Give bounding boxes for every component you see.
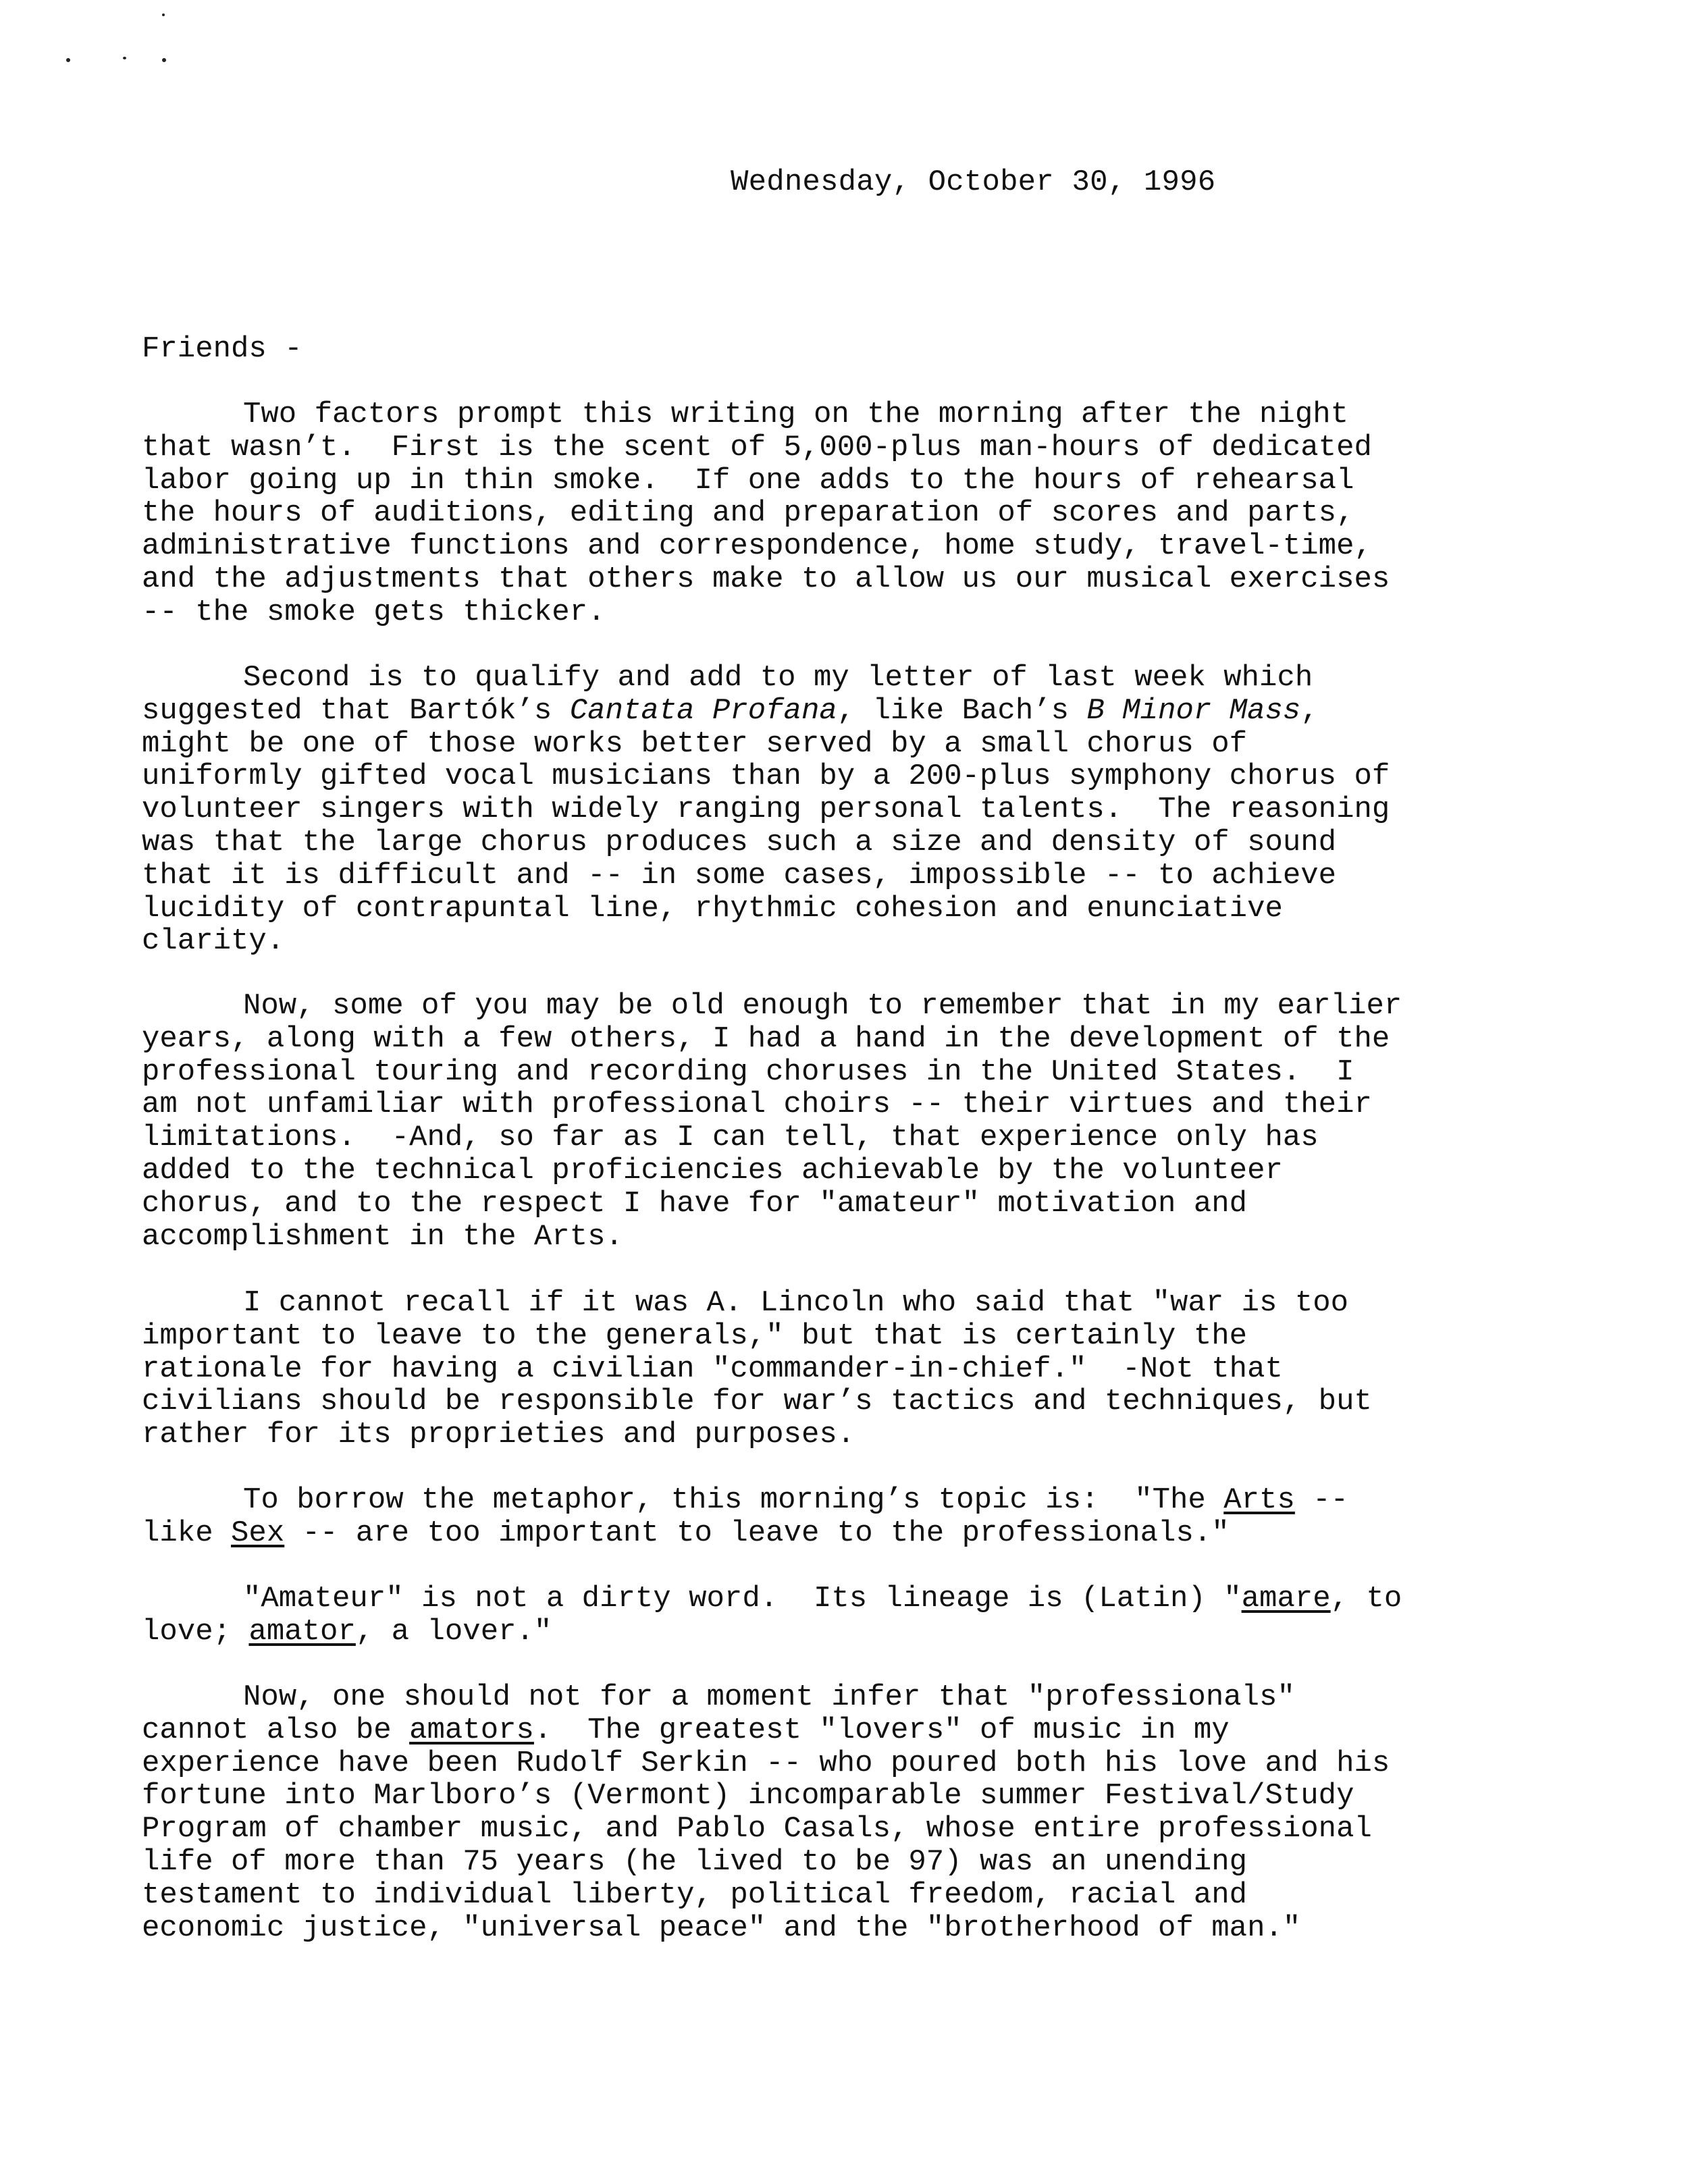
text-line: Now, one should not for a moment infer that "professionals" xyxy=(243,1680,1295,1714)
text-line: clarity. xyxy=(142,924,285,959)
scan-speck xyxy=(66,58,70,62)
text-line: that it is difficult and -- in some cases, impossible -- to achieve xyxy=(142,858,1337,893)
text-line: labor going up in thin smoke. If one adds to the hours of rehearsal xyxy=(142,463,1354,498)
paragraph-4 xyxy=(142,1287,1560,1451)
text-line: testament to individual liberty, political freedom, racial and xyxy=(142,1877,1248,1912)
text-line: added to the technical proficiencies achievable by the volunteer xyxy=(142,1153,1283,1188)
text-line: and the adjustments that others make to allow us our musical exercises xyxy=(142,562,1390,596)
text-line: like Sex -- are too important to leave to the professionals." xyxy=(142,1516,1230,1550)
text-line: years, along with a few others, I had a hand in the development of the xyxy=(142,1021,1390,1056)
text-line: lucidity of contrapuntal line, rhythmic cohesion and enunciative xyxy=(142,891,1283,926)
paragraph-2 xyxy=(142,662,1560,958)
text-line: Two factors prompt this writing on the morning after the night xyxy=(243,398,1349,431)
text-line: -- the smoke gets thicker. xyxy=(142,595,606,629)
text-line: Second is to qualify and add to my letter of last week which xyxy=(243,661,1313,695)
text-line: Program of chamber music, and Pablo Casals, whose entire professional xyxy=(142,1812,1372,1846)
salutation: Friends - xyxy=(142,332,302,366)
text-line: suggested that Bartók’s Cantata Profana, like Bach’s B Minor Mass, xyxy=(142,693,1319,728)
text-line: life of more than 75 years (he lived to be 97) was an unending xyxy=(142,1844,1248,1879)
text-line: To borrow the metaphor, this morning’s topic is: "The Arts -- xyxy=(243,1483,1349,1517)
text-line: "Amateur" is not a dirty word. Its lineage is (Latin) "amare, to xyxy=(243,1582,1402,1616)
text-line: love; amator, a lover." xyxy=(142,1614,552,1649)
text-line: might be one of those works better served by a small chorus of xyxy=(142,726,1248,761)
text-line: administrative functions and correspondence, home study, travel-time, xyxy=(142,529,1372,564)
underlined-word-sex: Sex xyxy=(231,1516,285,1550)
text-line: uniformly gifted vocal musicians than by a 200-plus symphony chorus of xyxy=(142,760,1390,794)
letter-date: Wednesday, October 30, 1996 xyxy=(731,165,1216,199)
work-title-b-minor-mass: B Minor Mass xyxy=(1086,693,1301,728)
text-line: am not unfamiliar with professional choirs -- their virtues and their xyxy=(142,1088,1372,1122)
text-line: chorus, and to the respect I have for "amateur" motivation and xyxy=(142,1186,1248,1221)
text-line: that wasn’t. First is the scent of 5,000-plus man-hours of dedicated xyxy=(142,430,1372,464)
underlined-word-amare: amare xyxy=(1241,1582,1331,1616)
text-line: Now, some of you may be old enough to remember that in my earlier xyxy=(243,989,1402,1023)
text-line: rationale for having a civilian "commander-in-chief." -Not that xyxy=(142,1352,1283,1386)
text-line: fortune into Marlboro’s (Vermont) incomparable summer Festival/Study xyxy=(142,1779,1354,1813)
underlined-word-amators: amators xyxy=(409,1713,534,1747)
work-title-cantata-profana: Cantata Profana xyxy=(569,693,837,728)
text-line: important to leave to the generals," but that is certainly the xyxy=(142,1319,1248,1353)
text-line: was that the large chorus produces such a size and density of sound xyxy=(142,825,1337,859)
text-line: economic justice, "universal peace" and the "brotherhood of man." xyxy=(142,1911,1301,1945)
paragraph-3 xyxy=(142,990,1560,1253)
scan-speck xyxy=(162,58,166,62)
paragraph-7 xyxy=(142,1681,1560,1944)
text-line: experience have been Rudolf Serkin -- who poured both his love and his xyxy=(142,1746,1390,1780)
paragraph-1 xyxy=(142,398,1560,629)
scan-speck xyxy=(162,14,165,16)
text-line: accomplishment in the Arts. xyxy=(142,1219,623,1254)
paragraph-5 xyxy=(142,1484,1560,1550)
underlined-word-arts: Arts xyxy=(1223,1483,1295,1517)
scan-speck xyxy=(123,57,126,59)
paragraph-6 xyxy=(142,1582,1560,1649)
text-line: the hours of auditions, editing and preparation of scores and parts, xyxy=(142,496,1354,531)
text-line: volunteer singers with widely ranging personal talents. The reasoning xyxy=(142,793,1390,827)
underlined-word-amator: amator xyxy=(248,1614,356,1649)
text-line: civilians should be responsible for war’s tactics and techniques, but xyxy=(142,1385,1372,1419)
text-line: cannot also be amators. The greatest "lovers" of music in my xyxy=(142,1713,1230,1747)
text-line: rather for its proprieties and purposes. xyxy=(142,1418,855,1452)
text-line: limitations. -And, so far as I can tell, that experience only has xyxy=(142,1121,1319,1155)
text-line: I cannot recall if it was A. Lincoln who said that "war is too xyxy=(243,1286,1349,1320)
text-line: professional touring and recording choruses in the United States. I xyxy=(142,1055,1354,1089)
